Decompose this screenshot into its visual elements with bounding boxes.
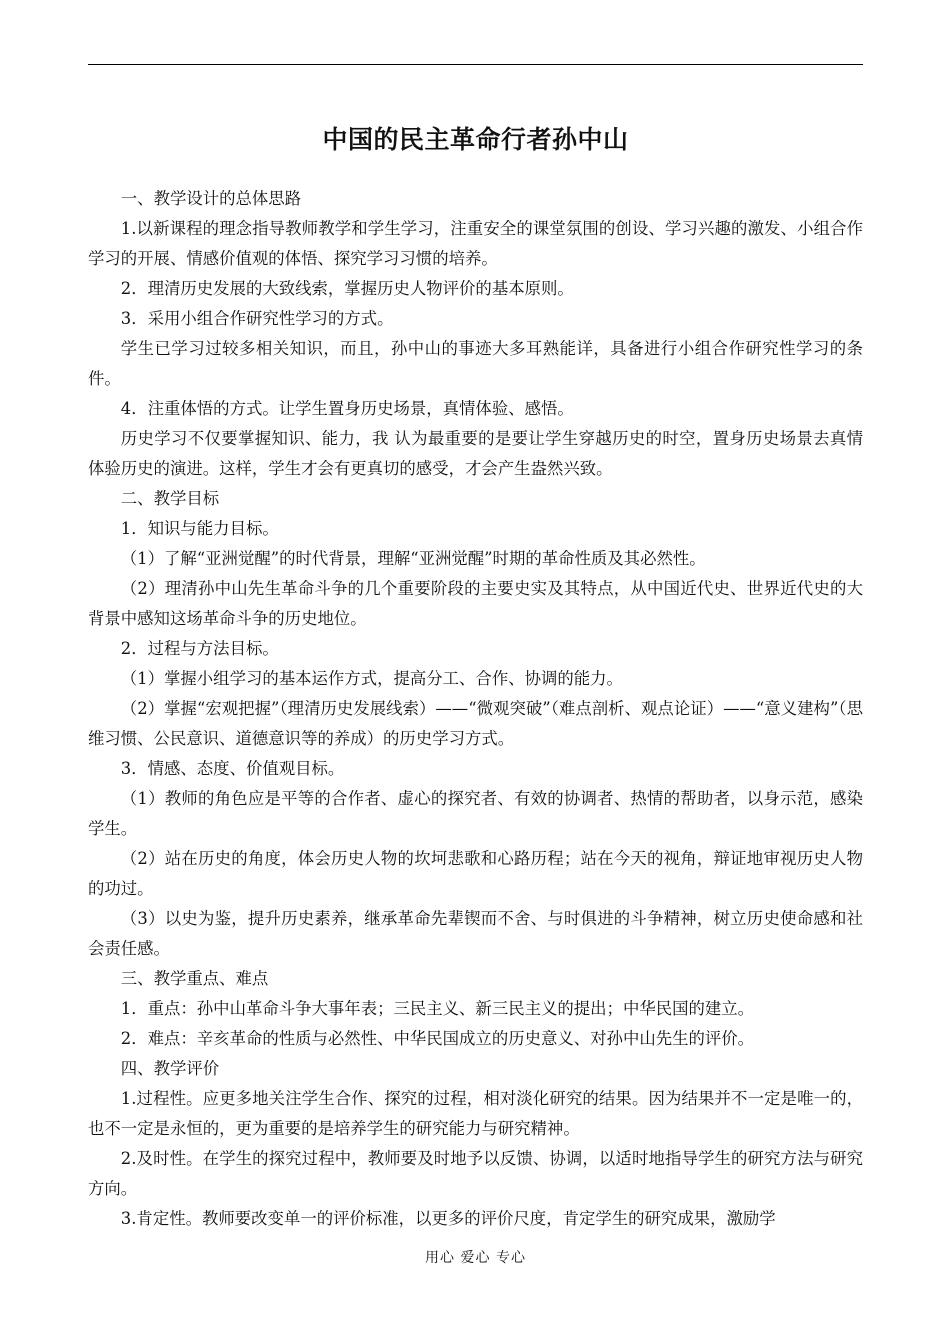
paragraph: （1）掌握小组学习的基本运作方式，提高分工、合作、协调的能力。 — [120, 669, 623, 688]
paragraph: （2）理清孙中山先生革命斗争的几个重要阶段的主要史实及其特点，从中国近代史、世界近代史的大背景中感知这场革命斗争的历史地位。 — [88, 579, 863, 628]
paragraph: 1．重点：孙中山革命斗争大事年表；三民主义、新三民主义的提出；中华民国的建立。 — [120, 999, 755, 1018]
paragraph: （3）以史为鉴，提升历史素养，继承革命先辈锲而不舍、与时俱进的斗争精神，树立历史使命感和社会责任感。 — [88, 909, 863, 958]
paragraph: （1）了解“亚洲觉醒”的时代背景，理解“亚洲觉醒”时期的革命性质及其必然性。 — [120, 549, 706, 568]
paragraph: 2.及时性。在学生的探究过程中，教师要及时地予以反馈、协调，以适时地指导学生的研究方法与研究方向。 — [88, 1149, 863, 1198]
paragraph: （2）站在历史的角度，体会历史人物的坎坷悲歌和心路历程；站在今天的视角，辩证地审视历史人物的功过。 — [88, 849, 863, 898]
section-heading-2: 二、教学目标 — [120, 489, 220, 508]
paragraph: 4．注重体悟的方式。让学生置身历史场景，真情体验、感悟。 — [120, 399, 574, 418]
paragraph: 1.过程性。应更多地关注学生合作、探究的过程，相对淡化研究的结果。因为结果并不一定是唯一的，也不一定是永恒的，更为重要的是培养学生的研究能力与研究精神。 — [88, 1089, 863, 1138]
document-body — [88, 184, 863, 1234]
section-heading-3: 三、教学重点、难点 — [120, 969, 269, 988]
paragraph: 3．采用小组合作研究性学习的方式。 — [120, 309, 394, 328]
paragraph: （2）掌握“宏观把握”（理清历史发展线索）——“微观突破”（难点剖析、观点论证）——“意义建构”（思维习惯、公民意识、道德意识等的养成）的历史学习方式。 — [88, 699, 863, 748]
paragraph: 3．情感、态度、价值观目标。 — [120, 759, 345, 778]
paragraph: 2．理清历史发展的大致线索，掌握历史人物评价的基本原则。 — [120, 279, 574, 298]
section-heading-4: 四、教学评价 — [120, 1059, 220, 1078]
page-footer: 用心 爱心 专心 — [425, 1250, 526, 1266]
paragraph: 1．知识与能力目标。 — [120, 519, 279, 538]
section-heading-1: 一、教学设计的总体思路 — [120, 189, 302, 208]
paragraph: 2．难点：辛亥革命的性质与必然性、中华民国成立的历史意义、对孙中山先生的评价。 — [120, 1029, 755, 1048]
paragraph: 1.以新课程的理念指导教师教学和学生学习，注重安全的课堂氛围的创设、学习兴趣的激发、小组合作学习的开展、情感价值观的体悟、探究学习习惯的培养。 — [88, 219, 863, 268]
paragraph: 历史学习不仅要掌握知识、能力，我 认为最重要的是要让学生穿越历史的时空，置身历史场景去真情体验历史的演进。这样，学生才会有更真切的感受，才会产生盎然兴致。 — [88, 429, 863, 478]
paragraph: （1）教师的角色应是平等的合作者、虚心的探究者、有效的协调者、热情的帮助者，以身示范，感染学生。 — [88, 789, 863, 838]
paragraph: 3.肯定性。教师要改变单一的评价标准，以更多的评价尺度，肯定学生的研究成果，激励学 — [120, 1209, 776, 1228]
header-rule — [88, 64, 863, 65]
paragraph: 2．过程与方法目标。 — [120, 639, 279, 658]
paragraph: 学生已学习过较多相关知识，而且，孙中山的事迹大多耳熟能详，具备进行小组合作研究性学习的条件。 — [88, 339, 863, 388]
document-title: 中国的民主革命行者孙中山 — [322, 125, 629, 154]
